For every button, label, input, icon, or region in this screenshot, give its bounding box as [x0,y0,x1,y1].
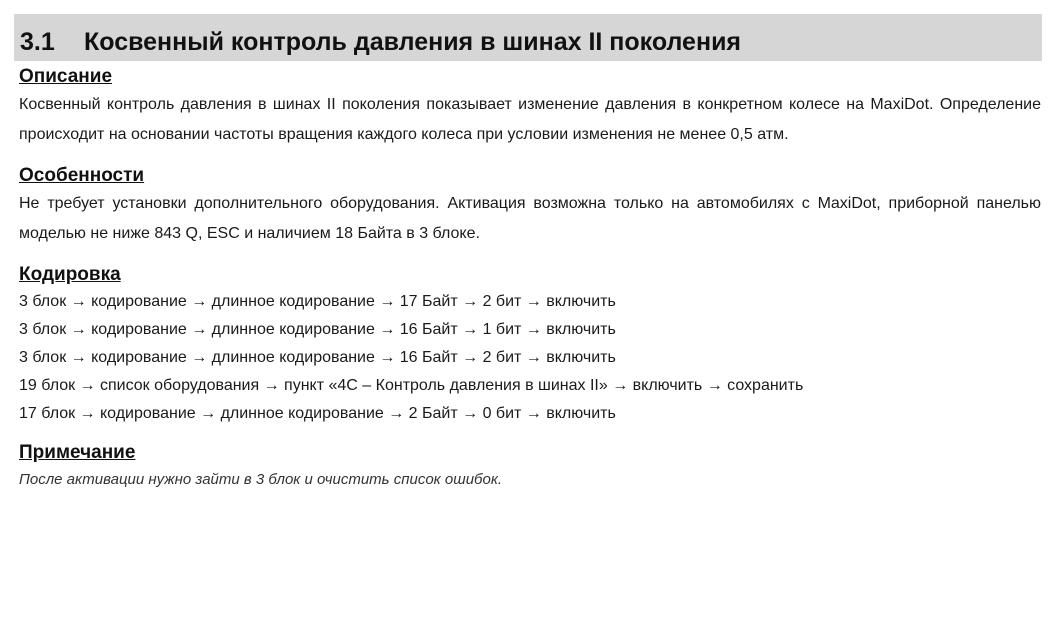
page-title [20,26,1042,58]
coding-step: 19 блок → список оборудования → пункт «4C – Контроль давления в шинах II» → включить → сохранить [19,377,804,394]
description-text: Косвенный контроль давления в шинах II поколения показывает изменение давления в конкретном колесе на MaxiDot. Определение происходит на основании частоты вращения каждого колеса при условии изменения не менее 0,5 атм. [19,96,1041,143]
coding-heading: Кодировка [19,264,121,285]
features-heading: Особенности [19,165,145,186]
coding-step: 3 блок → кодирование → длинное кодирование → 17 Байт → 2 бит → включить [19,293,616,310]
features-section [19,163,1041,249]
section-title: Косвенный контроль давления в шинах II поколения [84,28,742,56]
note-text: После активации нужно зайти в 3 блок и очистить список ошибок. [19,471,503,488]
coding-section [19,262,1041,428]
document-body [19,64,1041,494]
section-title-bar [14,14,1042,61]
description-section [19,64,1041,150]
coding-step: 3 блок → кодирование → длинное кодирование → 16 Байт → 1 бит → включить [19,321,616,338]
note-heading: Примечание [19,442,136,463]
coding-step: 17 блок → кодирование → длинное кодирование → 2 Байт → 0 бит → включить [19,405,616,422]
features-text: Не требует установки дополнительного оборудования. Активация возможна только на автомобилях с MaxiDot, приборной панелью моделью не ниже 843 Q, ESC и наличием 18 Байта в 3 блоке. [19,195,1041,242]
description-heading: Описание [19,66,113,87]
section-number: 3.1 [20,28,55,56]
note-section [19,440,1041,494]
coding-step: 3 блок → кодирование → длинное кодирование → 16 Байт → 2 бит → включить [19,349,616,366]
